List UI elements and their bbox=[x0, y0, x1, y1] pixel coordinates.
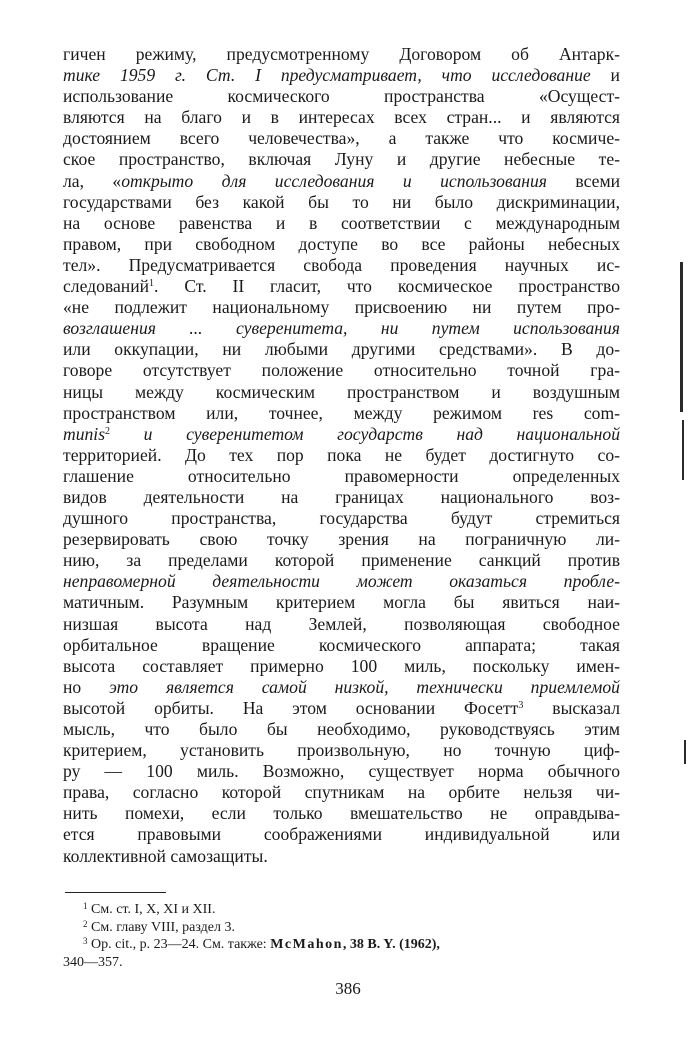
text-segment: высотой орбиты. На этом основании Фосетт bbox=[63, 697, 519, 718]
text-segment: ла, « bbox=[63, 170, 122, 191]
footnote-1-marker: 1 bbox=[83, 900, 88, 911]
footnote-reference: 3 bbox=[518, 699, 524, 711]
italic-text: munis bbox=[63, 423, 106, 444]
footnote-1 bbox=[63, 901, 620, 919]
text-line bbox=[63, 466, 620, 487]
footnote-3 bbox=[63, 936, 620, 954]
footnote-2-marker: 2 bbox=[83, 918, 88, 929]
text-line bbox=[63, 677, 620, 698]
text-line bbox=[63, 761, 620, 782]
text-line bbox=[63, 824, 620, 845]
text-line bbox=[63, 318, 620, 339]
text-line bbox=[63, 403, 620, 424]
text-line bbox=[63, 740, 620, 761]
text-segment: и bbox=[590, 65, 620, 86]
text-segment: гичен режиму, предусмотренному Договором об Антарк- bbox=[63, 44, 620, 64]
italic-text: открыто для исследования и использования bbox=[121, 170, 547, 191]
text-segment: глашение относительно правомерности определенных bbox=[63, 465, 620, 486]
text-line bbox=[63, 571, 620, 592]
text-segment: тел». Предусматривается свобода проведения научных ис- bbox=[63, 254, 620, 275]
text-segment: . Ст. II гласит, что космическое пространство bbox=[154, 276, 620, 297]
text-line bbox=[63, 782, 620, 803]
scan-edge-mark bbox=[680, 262, 683, 412]
scan-edge-mark bbox=[684, 740, 686, 764]
text-line bbox=[63, 44, 620, 65]
text-line bbox=[63, 592, 620, 613]
text-line bbox=[63, 529, 620, 550]
body-text bbox=[63, 44, 620, 867]
text-segment: следований bbox=[63, 276, 150, 297]
text-segment: всеми bbox=[546, 170, 621, 191]
footnote-2-text: См. главу VIII, раздел 3. bbox=[91, 919, 235, 935]
text-segment: говоре отсутствует положение относительно точной гра- bbox=[63, 360, 620, 381]
text-line bbox=[63, 508, 620, 529]
text-segment: критерием, установить произвольную, но точную циф- bbox=[63, 740, 620, 761]
page-number: 386 bbox=[335, 979, 361, 998]
italic-text: тике 1959 г. Ст. I bbox=[63, 65, 281, 86]
text-line bbox=[63, 128, 620, 149]
text-line bbox=[63, 297, 620, 318]
text-segment: права, согласно которой спутникам на орбите нельзя чи- bbox=[63, 782, 620, 803]
footnote-3-continuation: 340—357. bbox=[63, 954, 123, 970]
text-segment: орбитальное вращение космического аппарата; такая bbox=[63, 634, 620, 655]
text-segment: или оккупации, ни любыми другими средствами». В до- bbox=[63, 339, 620, 360]
text-segment: низшая высота над Землей, позволяющая свободное bbox=[63, 613, 620, 634]
text-line bbox=[63, 656, 620, 677]
text-line bbox=[63, 234, 620, 255]
text-segment: ницы между космическим пространством и воздушным bbox=[63, 381, 620, 402]
text-line bbox=[63, 276, 620, 297]
text-line bbox=[63, 550, 620, 571]
footnote-reference: 2 bbox=[105, 425, 111, 437]
text-line bbox=[63, 339, 620, 360]
text-segment: на основе равенства и в соответствии с международным bbox=[63, 212, 620, 233]
text-segment: видов деятельности на границах национального воз- bbox=[63, 486, 620, 507]
text-line bbox=[63, 487, 620, 508]
text-segment: резервировать свою точку зрения на пограничную ли- bbox=[63, 529, 620, 550]
italic-text: это является самой низкой, технически приемлемой bbox=[109, 676, 620, 697]
text-segment: территорией. До тех пор пока не будет достигнуто со- bbox=[63, 444, 620, 465]
text-line bbox=[63, 192, 620, 213]
footnote-separator bbox=[65, 892, 166, 893]
text-segment: достоянием всего человечества», а также что космиче- bbox=[63, 128, 620, 149]
text-segment: ское пространство, включая Луну и другие небесные те- bbox=[63, 149, 620, 170]
text-segment: «не подлежит национальному присвоению ни путем про- bbox=[63, 297, 620, 318]
footnote-1-text: См. ст. I, X, XI и XII. bbox=[91, 902, 216, 917]
text-segment: государствами без какой бы то ни было дискриминации, bbox=[63, 191, 620, 212]
text-line bbox=[63, 149, 620, 170]
footnotes bbox=[63, 901, 620, 971]
text-segment: мысль, что было бы необходимо, руководствуясь этим bbox=[63, 719, 620, 739]
footnote-2 bbox=[63, 919, 620, 937]
text-segment: душного пространства, государства будут стремиться bbox=[63, 508, 620, 529]
text-segment: коллективной самозащиты. bbox=[63, 845, 268, 866]
text-line bbox=[63, 698, 620, 719]
text-line bbox=[63, 803, 620, 824]
text-segment: использование космического пространства «Осущест- bbox=[63, 86, 620, 107]
scan-edge-mark bbox=[682, 420, 684, 480]
text-line bbox=[63, 171, 620, 192]
text-segment: матичным. Разумным критерием могла бы явиться наи- bbox=[63, 592, 620, 613]
footnote-3-marker: 3 bbox=[83, 935, 88, 946]
text-segment: правом, при свободном доступе во все районы небесных bbox=[63, 233, 620, 254]
text-line bbox=[63, 445, 620, 466]
italic-text: предусматривает, что исследование bbox=[280, 65, 591, 86]
text-line bbox=[63, 255, 620, 276]
italic-text: неправомерной деятельности может оказаться пробле- bbox=[63, 571, 620, 592]
text-segment: пространством или, точнее, между режимом res com- bbox=[63, 402, 620, 423]
text-segment: высота составляет примерно 100 миль, поскольку имен- bbox=[63, 655, 620, 676]
text-segment: нить помехи, если только вмешательство не оправдыва- bbox=[63, 803, 620, 824]
text-line bbox=[63, 107, 620, 128]
text-line bbox=[63, 86, 620, 107]
italic-text: возглашения ... суверенитета, ни путем использования bbox=[63, 318, 620, 339]
text-segment: нию, за пределами которой применение санкций против bbox=[63, 550, 620, 571]
text-line bbox=[63, 614, 620, 635]
text-line bbox=[63, 719, 620, 740]
footnote-3-author: McMahon bbox=[270, 937, 343, 952]
text-segment: но bbox=[63, 676, 110, 697]
text-line bbox=[63, 424, 620, 445]
text-line bbox=[63, 213, 620, 234]
footnote-reference: 1 bbox=[149, 278, 155, 290]
text-line bbox=[63, 360, 620, 381]
text-segment: ется правовыми соображениями индивидуальной или bbox=[63, 824, 620, 845]
italic-text: и суверенитетом государств над национальной bbox=[110, 423, 620, 444]
text-segment: ру — 100 миль. Возможно, существует норма обычного bbox=[63, 761, 620, 782]
text-line bbox=[63, 635, 620, 656]
footnote-3-citation: , 38 B. Y. (1962), bbox=[342, 937, 440, 952]
text-segment: вляются на благо и в интересах всех стран... и являются bbox=[63, 107, 620, 128]
text-line bbox=[63, 846, 620, 867]
text-line bbox=[63, 65, 620, 86]
text-segment: высказал bbox=[523, 697, 620, 718]
text-line bbox=[63, 382, 620, 403]
footnote-3-text: Op. cit., p. 23—24. См. также: bbox=[91, 937, 271, 952]
